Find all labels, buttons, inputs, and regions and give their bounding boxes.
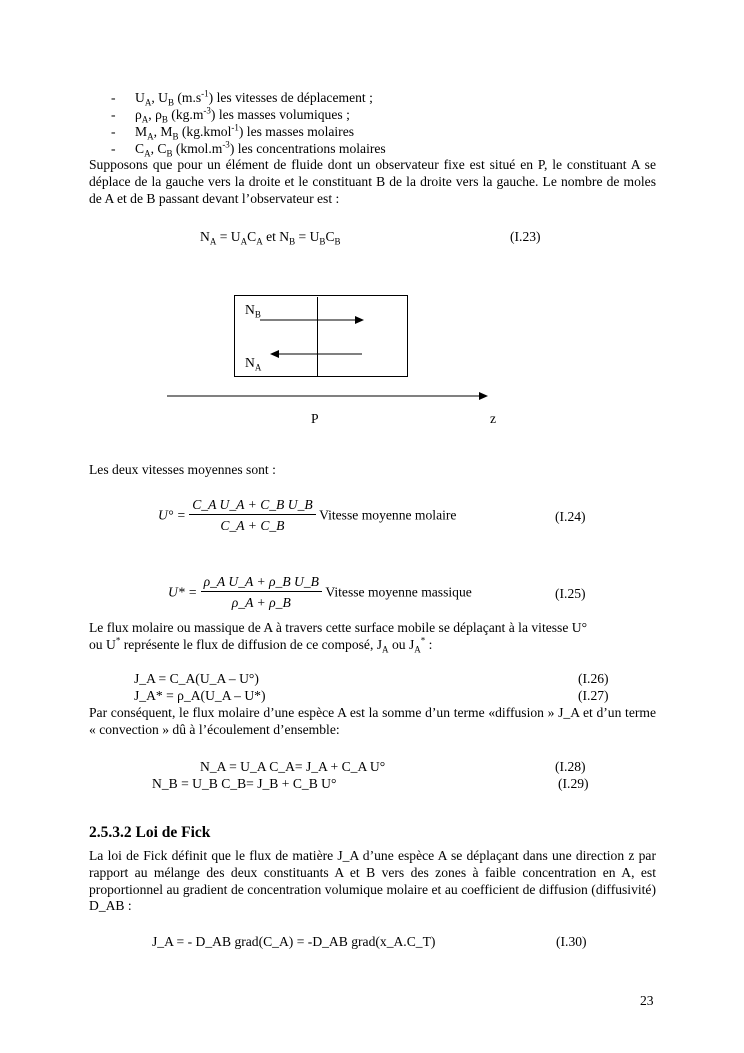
paragraph-diffusion-convection: Par conséquent, le flux molaire d’une espèce A est la somme d’un terme «diffusion » J_A et d’un terme « convection » dû à l’écoulement d’ensemble: — [89, 705, 656, 737]
z-axis-arrow — [167, 392, 488, 400]
eq24-label: Vitesse moyenne molaire — [319, 507, 457, 523]
eq25-denominator: ρ_A + ρ_B — [231, 595, 291, 610]
equation-number-i30: (I.30) — [556, 934, 587, 949]
equation-i23: $N_A = U_AC_A$ et $N_B = U_BC_B$ — [200, 229, 341, 247]
equation-number-i25: (I.25) — [555, 586, 586, 601]
page-number: 23 — [640, 993, 654, 1008]
eq25-label: Vitesse moyenne massique — [325, 584, 472, 600]
bullet-velocities: - $U_A$, $U_B$ $(m.s^{-1})$ les vitesses de déplacement ; — [111, 88, 373, 108]
bullet-densities: - $\rho_A$, $\rho_B$ $(kg.m^{-3})$ les masses volumiques ; — [111, 105, 350, 125]
bullet-concentrations: - $C_A$, $C_B$ $(kmol.m^{-3})$ les concentrations molaires — [111, 139, 386, 159]
arrow-nb — [260, 316, 364, 324]
equation-number-i29: (I.29) — [558, 776, 589, 791]
label-z: z — [490, 411, 497, 426]
bullet-molar-masses: - $M_A$, $M_B$ (kg.kmol$^{-1}$) les masses molaires — [111, 122, 355, 142]
eq25-lhs: U* = — [168, 584, 198, 600]
eq25-fraction — [201, 573, 322, 611]
equation-i27: J_A* = ρ_A(U_A – U*) — [134, 688, 266, 703]
label-p: P — [311, 411, 319, 426]
section-heading: 2.5.3.2 Loi de Fick — [89, 824, 211, 841]
eq25-numerator: ρ_A U_A + ρ_B U_B — [201, 573, 322, 592]
label-na: $N_A$ — [245, 355, 262, 373]
paragraph-flux: Le flux molaire ou massique de A à travers cette surface mobile se déplaçant à la vitesse U° ou U* représente le flux de diffusion de ce composé, $J_A$ ou $J_A^*$ : — [89, 620, 588, 655]
equation-number-i24: (I.24) — [555, 509, 586, 524]
paragraph-fick-law: La loi de Fick définit que le flux de matière J_A d’une espèce A se déplaçant dans une direction z par rapport au mélange des deux constituants A et B vers des zones à faible concentration en A, est proportionnel au gradient de concentration volumique molaire et au coefficient de diffusion (diffusivité) D_AB : — [89, 848, 656, 914]
label-nb: $N_B$ — [245, 302, 261, 320]
eq24-numerator: C_A U_A + C_B U_B — [189, 496, 315, 515]
eq24-fraction — [189, 496, 315, 534]
equation-i26: J_A = C_A(U_A – U°) — [134, 671, 259, 686]
equation-i25 — [168, 573, 472, 611]
arrow-na — [270, 350, 362, 358]
equation-number-i27: (I.27) — [578, 688, 609, 703]
equation-i28: N_A = U_A C_A= J_A + C_A U° — [200, 759, 386, 774]
equation-number-i26: (I.26) — [578, 671, 609, 686]
equation-i24 — [158, 496, 456, 534]
equation-i30: J_A = - D_AB grad(C_A) = -D_AB grad(x_A.C_T) — [152, 934, 436, 949]
paragraph-observer: Supposons que pour un élément de fluide dont un observateur fixe est situé en P, le constituant A se déplace de la gauche vers la droite et le constituant B de la droite vers la gauche. Le nombre de moles de A et de B passant devant l’observateur est : — [89, 157, 656, 206]
equation-number-i23: (I.23) — [510, 229, 541, 244]
paragraph-average-velocities: Les deux vitesses moyennes sont : — [89, 462, 276, 477]
eq24-denominator: C_A + C_B — [220, 518, 285, 533]
eq24-lhs: U° = — [158, 507, 186, 523]
equation-i29: N_B = U_B C_B= J_B + C_B U° — [152, 776, 337, 791]
equation-number-i28: (I.28) — [555, 759, 586, 774]
